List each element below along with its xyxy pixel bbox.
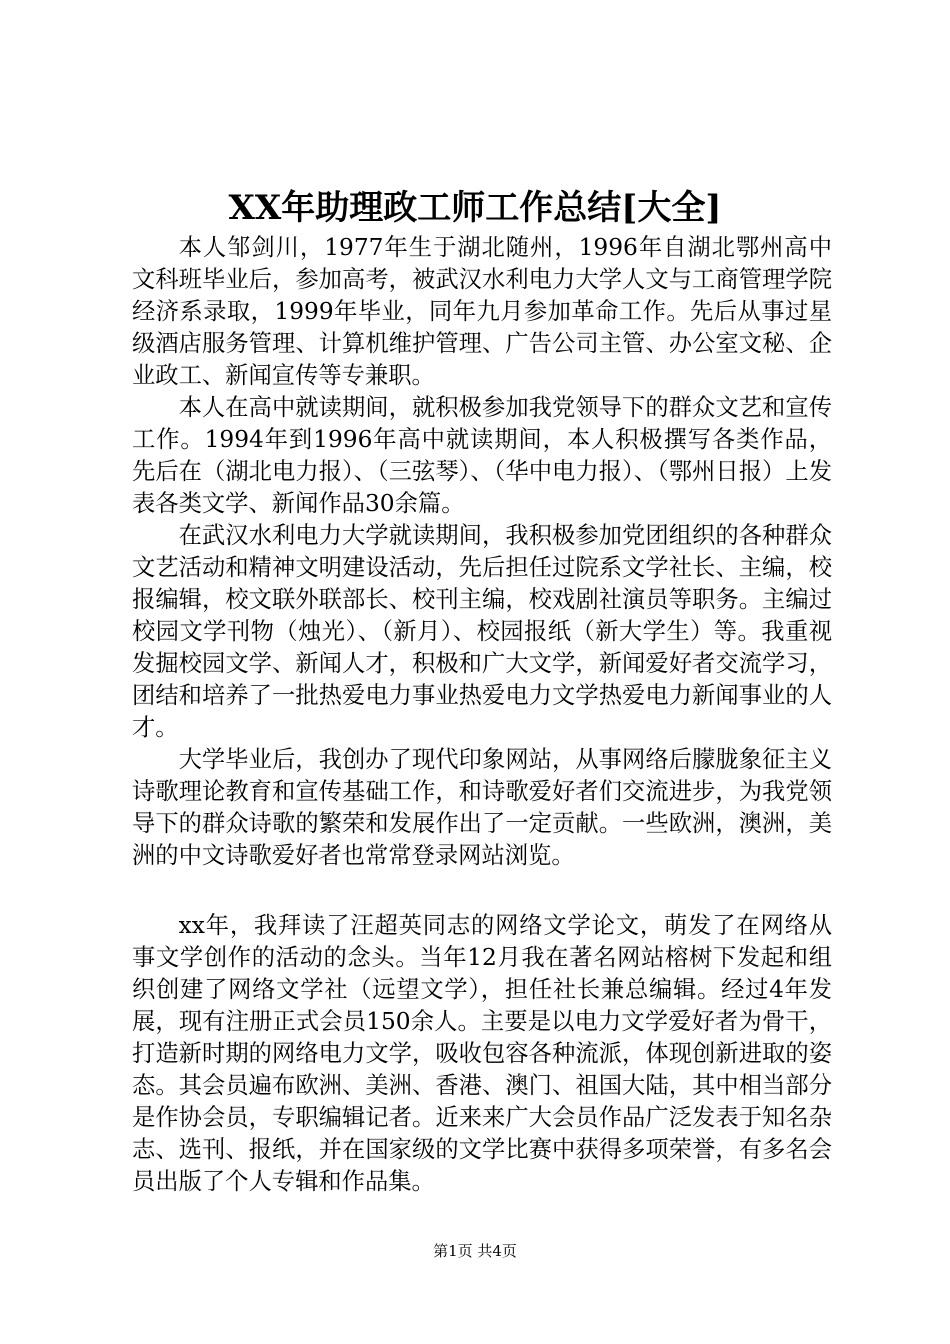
- paragraph-gap: [132, 872, 832, 910]
- document-body: [132, 232, 832, 1198]
- paragraph-4: 大学毕业后，我创办了现代印象网站，从事网络后朦胧象征主义诗歌理论教育和宣传基础工作，和诗歌爱好者们交流进步，为我党领导下的群众诗歌的繁荣和发展作出了一定贡献。一些欧洲，澳洲，美洲的中文诗歌爱好者也常常登录网站浏览。: [132, 746, 832, 869]
- paragraph-1: 本人邹剑川，1977年生于湖北随州，1996年自湖北鄂州高中文科班毕业后，参加高考，被武汉水利电力大学人文与工商管理学院经济系录取，1999年毕业，同年九月参加革命工作。先后从事过星级酒店服务管理、计算机维护管理、广告公司主管、办公室文秘、企业政工、新闻宣传等专兼职。: [132, 234, 832, 389]
- document-title: XX年助理政工师工作总结[大全]: [228, 188, 722, 228]
- paragraph-5: xx年，我拜读了汪超英同志的网络文学论文，萌发了在网络从事文学创作的活动的念头。当年12月我在著名网站榕树下发起和组织创建了网络文学社（远望文学），担任社长兼总编辑。经过4年发展，现有注册正式会员150余人。主要是以电力文学爱好者为骨干，打造新时期的网络电力文学，吸收包容各种流派，体现创新进取的姿态。其会员遍布欧洲、美洲、香港、澳门、祖国大陆，其中相当部分是作协会员，专职编辑记者。近来来广大会员作品广泛发表于知名杂志、选刊、报纸，并在国家级的文学比赛中获得多项荣誉，有多名会员出版了个人专辑和作品集。: [132, 912, 832, 1195]
- paragraph-2: 本人在高中就读期间，就积极参加我党领导下的群众文艺和宣传工作。1994年到1996年高中就读期间，本人积极撰写各类作品，先后在（湖北电力报）、（三弦琴）、（华中电力报）、（鄂州日报）上发表各类文学、新闻作品30余篇。: [132, 394, 832, 517]
- page-footer: 第1页 共4页: [433, 1242, 517, 1260]
- paragraph-3: 在武汉水利电力大学就读期间，我积极参加党团组织的各种群众文艺活动和精神文明建设活动，先后担任过院系文学社长、主编，校报编辑，校文联外联部长、校刊主编，校戏剧社演员等职务。主编过校园文学刊物（烛光）、（新月）、校园报纸（新大学生）等。我重视发掘校园文学、新闻人才，积极和广大文学，新闻爱好者交流学习，团结和培养了一批热爱电力事业热爱电力文学热爱电力新闻事业的人才。: [132, 522, 832, 741]
